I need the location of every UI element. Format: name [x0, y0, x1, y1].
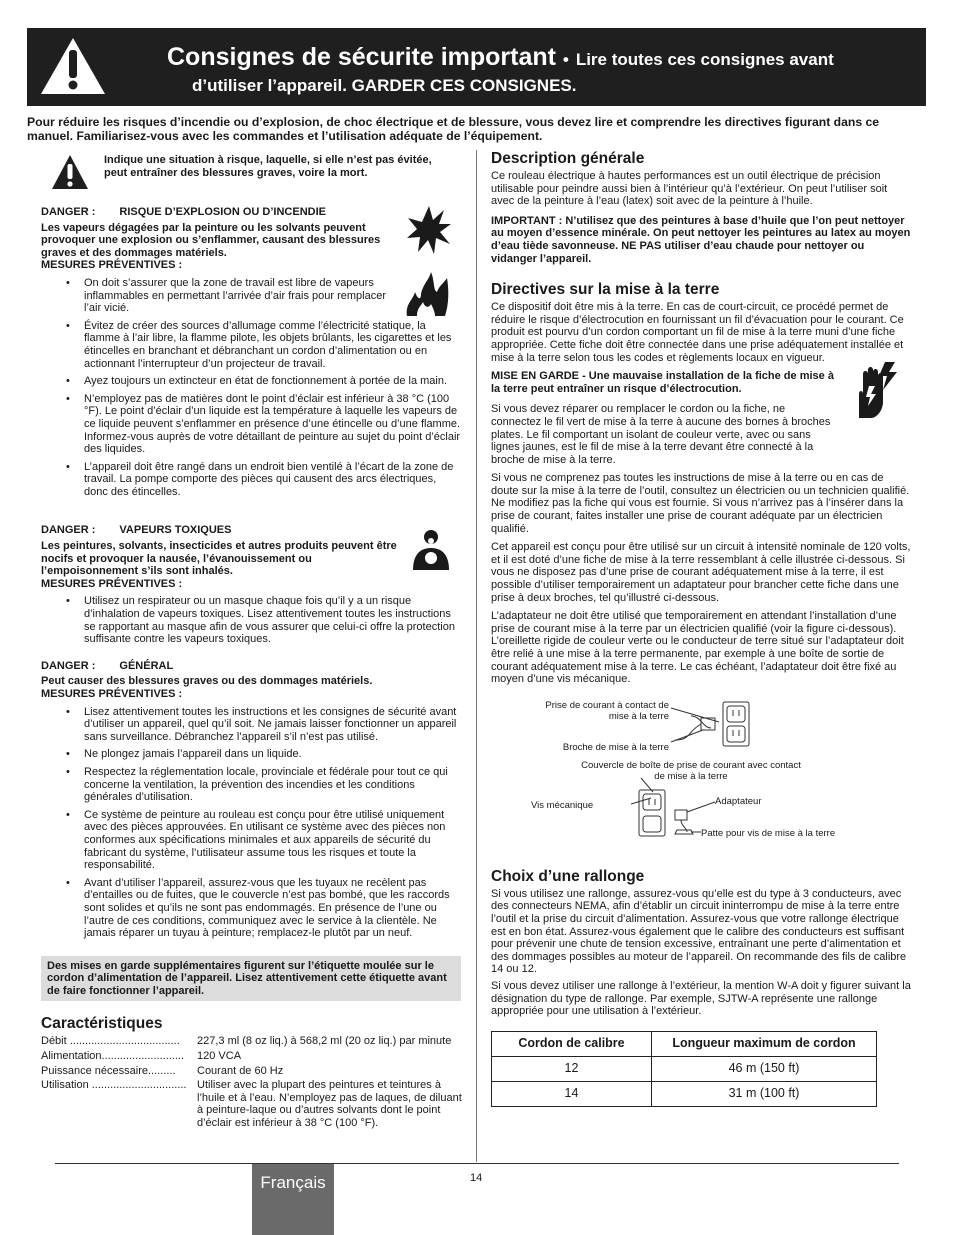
respirator-person-icon	[411, 528, 451, 572]
grounding-text: Si vous devez réparer ou remplacer le cordon ou la fiche, ne connectez le fil vert de mise à la terre à aucune des bornes à broches plates. Le fil comportant un isolant de couleur verte, avec ou sans lignes jaunes, est le fil de mise à la terre devant être connecté à la broche de mise à la terre.	[491, 403, 831, 466]
diagram-label: Couvercle de boîte de prise de courant avec contact de mise à la terre	[581, 759, 801, 782]
important-note: IMPORTANT : N’utilisez que des peintures à base d’huile que l’on peut nettoyer au moyen d’essence minérale. On peut nettoyer les peintures au latex au moyen d’eau tiède savonneuse. NE PAS utiliser d’eau chaude pour nettoyer ou vidanger l’appareil.	[491, 214, 911, 265]
warning-legend	[41, 154, 463, 202]
list-item: • Lisez attentivement toutes les instructions et les consignes de sécurité avant d’utiliser un appareil, quel qu’il soit. Ne jamais laisser fonctionner un appareil sans surveillance. Débranchez l’appareil s’il n’est pas utilisé.	[41, 706, 463, 744]
table-header: Cordon de calibre	[492, 1031, 652, 1056]
measures-label: MESURES PRÉVENTIVES :	[41, 577, 183, 590]
danger-general-section	[41, 660, 463, 940]
warning-triangle-icon	[35, 36, 141, 98]
measures-label: MESURES PRÉVENTIVES :	[41, 688, 183, 700]
adapter-outlet-icon	[631, 778, 715, 836]
table-cell: 14	[492, 1081, 652, 1106]
cord-gauge-table	[491, 1031, 877, 1107]
table-header: Longueur maximum de cordon	[652, 1031, 877, 1056]
list-item: • Ne plongez jamais l’appareil dans un liquide.	[41, 748, 463, 761]
list-item: • Ayez toujours un extincteur en état de fonctionnement à portée de la main.	[41, 375, 463, 388]
danger-toxic-heading: DANGER : VAPEURS TOXIQUES	[41, 524, 232, 537]
extra-warning-note: Des mises en garde supplémentaires figurent sur l’étiquette moulée sur le cordon d’alimentation de l’appareil. Lisez attentivement cette étiquette avant de faire fonctionner l’appareil.	[41, 956, 461, 1002]
intro-text: Pour réduire les risques d’incendie ou d’explosion, de choc électrique et de blessure, vous devez lire et comprendre les directives figurant dans ce manuel. Familiarisez-vous avec les commandes et l’utilisation adéquate de l’équipement.	[27, 115, 880, 143]
table-cell: 46 m (150 ft)	[652, 1056, 877, 1081]
spec-row: Utilisation ............................... Utiliser avec la plupart des peintures et teintures à l’huile et à l’eau. N’employez pas de laques, de diluant à peinture-laque ou d’autres solvants dont le point d’éclair est inférieur à 38 °C (100 °F).	[41, 1079, 462, 1130]
list-item: • Utilisez un respirateur ou un masque chaque fois qu’il y a un risque d’inhalation de vapeurs toxiques. Lisez attentivement toutes les instructions se rapportant au masque afin de vous assurer que celui-ci offre la protection suffisante contre les vapeurs toxiques.	[41, 595, 463, 645]
extension-text: Si vous devez utiliser une rallonge à l’extérieur, la mention W-A doit y figurer suivant la désignation du type de rallonge. Par exemple, SJTW-A représente une rallonge appropriée pour une utilisation à l’extérieur.	[491, 979, 911, 1018]
list-item: • N’employez pas de matières dont le point d’éclair est inférieur à 38 °C (100 °F). Le point d’éclair d’un liquide est la température à laquelle les vapeurs de ce liquide peuvent s’enflammer en présence d’une étincelle ou d’une flamme. Informez-vous auprès de votre détaillant de peinture au sujet du point d’éclair des liquides.	[41, 393, 463, 456]
banner-title: Consignes de sécurite important • Lire toutes ces consignes avant	[167, 43, 834, 71]
danger-explosion-section	[41, 206, 463, 498]
spec-row: Puissance nécessaire......... Courant de 60 Hz	[41, 1064, 284, 1077]
left-column	[41, 154, 463, 1130]
grounding-warning: MISE EN GARDE - Une mauvaise installation de la fiche de mise à la terre peut entraîner un risque d’électrocution.	[491, 370, 834, 395]
spec-row: Alimentation........................... 120 VCA	[41, 1050, 242, 1063]
safety-banner	[27, 28, 926, 106]
diagram-label: Prise de courant à contact de mise à la terre	[545, 699, 669, 722]
warning-triangle-icon	[51, 154, 89, 190]
description-text: Ce rouleau électrique à hautes performances est un outil électrique de précision utilisable pour peindre aussi bien à l’intérieur qu’à l’extérieur. On peut l’utiliser soit avec de la peinture à l’eau (latex) soit avec de la peinture à l’huile.	[491, 170, 888, 208]
explosion-icon	[406, 204, 452, 256]
spec-row: Débit .................................... 227,3 ml (8 oz liq.) à 568,2 ml (20 oz liq.) par minute	[41, 1035, 452, 1048]
danger-explosion-heading: DANGER : RISQUE D’EXPLOSION OU D’INCENDIE	[41, 206, 326, 218]
right-column	[491, 150, 911, 1107]
language-tab: Français	[252, 1164, 334, 1235]
outlet-diagram-svg	[491, 692, 911, 862]
banner-subtitle: d’utiliser l’appareil. GARDER CES CONSIGNES.	[192, 76, 577, 95]
diagram-label: Adaptateur	[715, 795, 762, 807]
list-item: • L’appareil doit être rangé dans un endroit bien ventilé à l’écart de la zone de travail. La pompe comporte des pièces qui causent des arcs électriques, donc des étincelles.	[41, 461, 463, 499]
danger-toxic-desc: Les peintures, solvants, insecticides et autres produits peuvent être nocifs et provoquer la nausée, l’évanouissement ou l’empoisonnement s’ils sont inhalés.	[41, 540, 397, 578]
grounding-text: Si vous ne comprenez pas toutes les instructions de mise à la terre ou en cas de doute sur la mise à la terre de l’outil, consultez un électricien ou un technicien qualifié. Ne modifiez pas la fiche qui vous est fournie. Si vous n’arrivez pas à l’insérer dans la prise de courant, faites installer une prise de courant adéquate par un électricien qualifié.	[491, 472, 910, 535]
footer-rule	[55, 1163, 899, 1164]
table-cell: 31 m (100 ft)	[652, 1081, 877, 1106]
list-item: • Évitez de créer des sources d’allumage comme l’électricité statique, la flamme à l’air libre, la flamme pilote, les objets brûlants, les cigarettes et les étincelles en branchant et débranchant un cordon d’alimentation ou en actionnant l’interrupteur d’un projecteur de travail.	[41, 320, 463, 370]
specs-heading: Caractéristiques	[41, 1015, 163, 1033]
grounding-text: Cet appareil est conçu pour être utilisé sur un circuit à intensité nominale de 120 volts, et il est doté d’une fiche de mise à la terre ressemblant à celle illustrée ci-dessous. Si vous ne disposez pas d’une prise de courant adéquatement mise à la terre, il est possible d’utiliser temporairement un adaptateur pour brancher cette fiche dans une prise à deux broches, tel qu’illustré ci-dessous.	[491, 541, 911, 604]
danger-general-heading: DANGER : GÉNÉRAL	[41, 659, 174, 672]
diagram-label: Broche de mise à la terre	[562, 741, 669, 753]
description-heading: Description générale	[491, 150, 645, 167]
column-divider	[476, 150, 477, 1162]
diagram-label: Vis mécanique	[531, 799, 594, 811]
danger-explosion-desc: Les vapeurs dégagées par la peinture ou les solvants peuvent provoquer une explosion ou s’enflammer, causant des blessures graves et des dommages matériels.	[41, 221, 381, 259]
danger-general-desc: Peut causer des blessures graves ou des dommages matériels.	[41, 675, 373, 688]
list-item: • Respectez la réglementation locale, provinciale et fédérale pour tout ce qui concerne la ventilation, la prévention des incendies et les conditions générales d’utilisation.	[41, 766, 463, 804]
extension-text: Si vous utilisez une rallonge, assurez-vous qu’elle est du type à 3 conducteurs, avec des connecteurs NEMA, afin d’établir un circuit ininterrompu de mise à la terre entre l’outil et la prise du circuit d’alimentation. Assurez-vous que votre rallonge électrique est en bon état. Assurez-vous également que le calibre des conducteurs est suffisant pour prévenir une chute de tension excessive, entraînant une perte d’alimentation et des dommages possibles au moteur de l’appareil. On recommande des fils de calibre 14 ou 12.	[491, 887, 907, 976]
warning-legend-text: Indique une situation à risque, laquelle, si elle n’est pas évitée, peut entraîner des blessures graves, voire la mort.	[104, 154, 432, 179]
extension-heading: Choix d’une rallonge	[491, 867, 645, 885]
list-item: • Avant d’utiliser l’appareil, assurez-vous que les tuyaux ne recèlent pas d’entailles ou de fuites, que le couvercle n’est pas bombé, que les raccords sont solides et qu’ils ne sont pas endommagés. En présence de l’une ou l’autre de ces conditions, communiquez avec le service à la clientèle. Ne jamais réparer un tuyau à peinture; remplacez-le plutôt par un neuf.	[41, 877, 463, 940]
measures-label: MESURES PRÉVENTIVES :	[41, 259, 183, 272]
table-header-row	[492, 1031, 877, 1056]
grounding-warning-block	[491, 370, 911, 466]
electric-hand-icon	[851, 360, 899, 420]
specs-section	[41, 1015, 463, 1129]
grounding-text: Ce dispositif doit être mis à la terre. En cas de court-circuit, ce procédé permet de réduire le risque d’électrocution en fournissant un fil d’évacuation pour le courant. Ce produit est pourvu d’un cordon comportant un fil de mise à la terre muni d’une fiche appropriée. Cette fiche doit être connectée dans une prise adéquatement installée et mise à la terre selon tous les codes et règlements locaux en vigueur.	[491, 301, 904, 364]
fire-icon	[403, 270, 451, 318]
grounding-diagram	[491, 692, 911, 862]
table-row	[492, 1081, 877, 1106]
danger-toxic-section	[41, 524, 463, 645]
diagram-label: Patte pour vis de mise à la terre	[701, 827, 836, 839]
list-item: • Ce système de peinture au rouleau est conçu pour être utilisé uniquement avec des pièces approuvées. En utilisant ce système avec des pièces non conformes aux spécifications minimales et aux appareils de sécurité du fabricant du système, l’utilisateur assume tous les risques et toute la responsabilité.	[41, 809, 463, 872]
grounding-text: L’adaptateur ne doit être utilisé que temporairement en attendant l’installation d’une prise de courant mise à la terre par un électricien qualifié (voir la figure ci-dessous). L’oreillette rigide de couleur verte ou le conducteur de terre situé sur l’adaptateur doit être relié à une mise à la terre permanente, par exemple à une boîte de sortie de courant adéquatement mise à la terre. Le cas échéant, l’adaptateur doit être fixé au moyen d’une vis mécanique.	[491, 610, 904, 686]
list-item: • On doit s’assurer que la zone de travail est libre de vapeurs inflammables en permettant l’arrivée d’air frais pour remplacer l’air vicié.	[41, 277, 386, 315]
table-row	[492, 1056, 877, 1081]
table-cell: 12	[492, 1056, 652, 1081]
grounded-outlet-icon	[671, 702, 749, 746]
grounding-heading: Directives sur la mise à la terre	[491, 281, 720, 299]
page-number: 14	[470, 1172, 483, 1184]
